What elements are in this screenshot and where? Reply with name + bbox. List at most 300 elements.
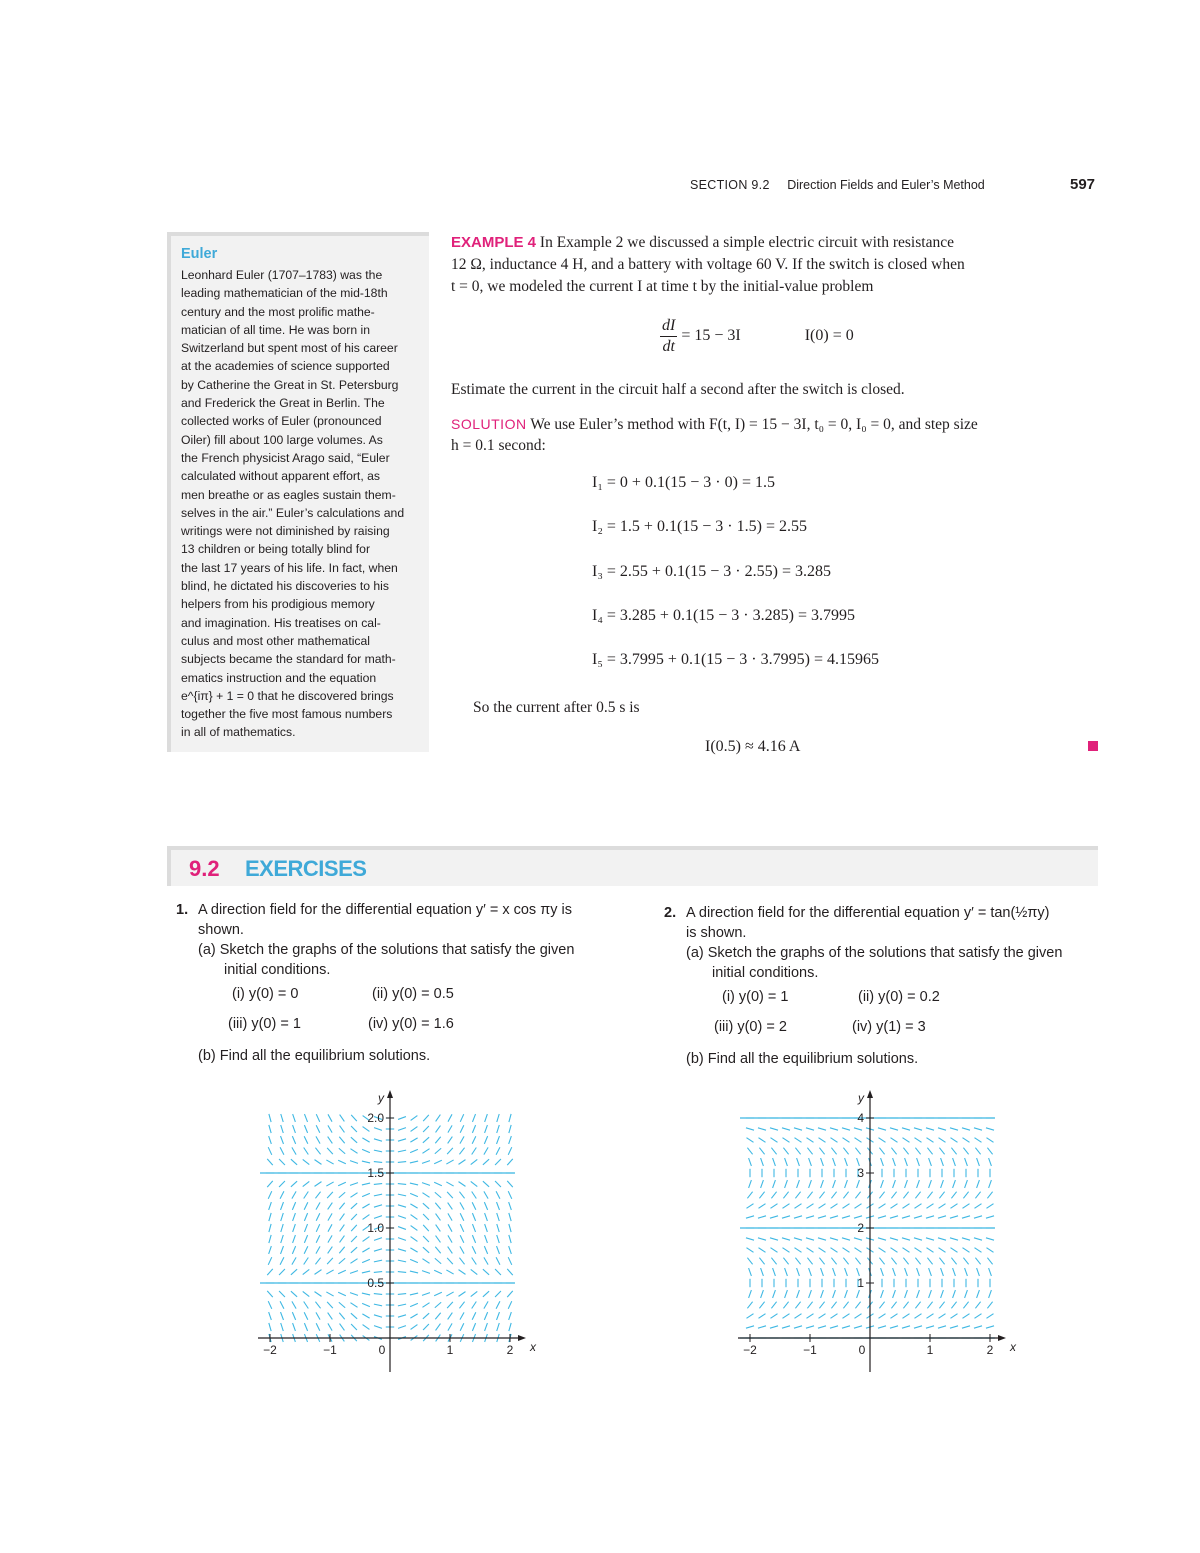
slope-mark [423,1137,429,1143]
slope-mark [843,1148,848,1155]
slope-mark [903,1148,908,1155]
slope-mark [965,1158,968,1166]
exercise-2-line-1: A direction field for the differential equation y′ = tan(½πy) [686,905,1050,921]
slope-mark [975,1302,980,1309]
slope-mark [279,1181,285,1187]
slope-mark [472,1147,477,1154]
slope-mark [749,1268,752,1276]
slope-mark [269,1224,271,1232]
slope-mark [338,1182,346,1185]
slope-mark [939,1192,944,1199]
slope-mark [472,1136,476,1144]
slope-mark [327,1192,333,1198]
so-current-text: So the current after 0.5 s is [473,699,640,716]
slope-mark [448,1213,452,1220]
slope-mark [410,1149,418,1152]
y-tick-label: 2 [857,1221,864,1235]
slope-mark [821,1158,824,1166]
slope-mark [831,1138,838,1143]
slope-mark [328,1203,333,1210]
slope-mark [891,1314,898,1319]
slope-mark [268,1257,272,1265]
slope-mark [770,1216,778,1218]
slope-mark [293,1235,296,1243]
slope-mark [362,1204,369,1208]
section-title: Direction Fields and Euler’s Method [787,178,985,192]
slope-mark [410,1248,417,1252]
slope-mark [281,1224,283,1232]
slope-mark [819,1148,824,1155]
slope-mark [987,1192,992,1199]
slope-mark [328,1137,333,1144]
slope-mark [761,1158,764,1166]
slope-mark [304,1323,307,1331]
slope-mark [939,1302,944,1309]
slope-mark [304,1246,308,1254]
slope-mark [879,1204,886,1209]
slope-mark [761,1268,764,1276]
slope-mark [496,1147,500,1154]
slope-mark [485,1114,488,1122]
slope-mark [496,1257,500,1264]
slope-mark [903,1204,910,1209]
slope-mark [797,1290,800,1298]
exercise-2-cond-i: (i) y(0) = 1 [722,989,789,1005]
slope-mark [773,1268,776,1276]
slope-mark [879,1258,884,1265]
slope-mark [509,1246,512,1254]
slope-mark [818,1238,826,1240]
slope-mark [304,1147,309,1154]
slope-mark [293,1125,296,1133]
slope-mark [459,1258,464,1265]
sidebar-line: in all of mathematics. [181,725,296,740]
slope-mark [915,1248,922,1253]
slope-mark [881,1290,884,1298]
example-line-3: t = 0, we modeled the current I at time t by the initial-value problem [451,278,874,295]
slope-mark [460,1246,464,1253]
slope-mark [831,1248,838,1253]
slope-mark [423,1126,429,1132]
slope-mark [926,1238,934,1240]
exercise-2-part-a-2: initial conditions. [712,965,819,981]
slope-mark [327,1148,333,1154]
slope-mark [818,1216,826,1218]
slope-mark [351,1313,357,1319]
slope-mark [795,1314,802,1319]
slope-mark [785,1158,788,1166]
slope-mark [363,1325,370,1330]
x-axis-arrow [518,1335,526,1341]
slope-mark [893,1158,896,1166]
slope-mark [939,1148,944,1155]
slope-mark [374,1216,382,1219]
slope-mark [497,1114,499,1122]
slope-mark [879,1248,886,1253]
slope-mark [819,1258,824,1265]
slope-mark [351,1203,357,1209]
slope-mark [759,1192,764,1199]
slope-mark [927,1192,932,1199]
slope-mark [374,1326,382,1329]
slope-mark [398,1117,406,1120]
slope-mark [795,1248,802,1253]
slope-mark [975,1248,982,1253]
slope-mark [460,1323,464,1331]
slope-mark [927,1258,932,1265]
slope-mark [915,1204,922,1209]
slope-mark [422,1303,429,1308]
slope-mark [771,1258,776,1265]
slope-mark [749,1158,752,1166]
result-equation: I(0.5) ≈ 4.16 A [705,738,801,755]
slope-mark [878,1128,886,1130]
slope-mark [857,1268,860,1276]
slope-mark [495,1291,501,1297]
sidebar-line: Leonhard Euler (1707–1783) was the [181,268,383,282]
slope-mark [989,1180,992,1188]
slope-mark [795,1258,800,1265]
slope-mark [950,1128,958,1130]
slope-mark [905,1158,908,1166]
exercise-1-cond-iv: (iv) y(0) = 1.6 [368,1016,454,1032]
slope-mark [459,1182,466,1187]
slope-mark [783,1302,788,1309]
slope-mark [435,1137,440,1143]
slope-mark [269,1246,272,1254]
slope-mark [374,1194,382,1196]
slope-mark [508,1147,512,1155]
slope-mark [436,1115,441,1122]
slope-mark [794,1216,802,1218]
section-label: SECTION 9.2 [690,178,770,192]
slope-mark [761,1180,764,1188]
slope-mark [292,1136,295,1144]
slope-mark [929,1268,932,1276]
slope-mark [448,1313,453,1320]
slope-mark [939,1204,946,1209]
sidebar-line: subjects became the standard for math- [181,652,396,667]
slope-mark [987,1204,994,1209]
slope-mark [435,1302,441,1307]
slope-mark [362,1303,370,1306]
slope-mark [941,1180,944,1188]
slope-mark [927,1302,932,1309]
slope-mark [831,1192,836,1199]
slope-mark [783,1248,790,1253]
x-tick-label: −2 [743,1343,757,1357]
slope-mark [915,1258,920,1265]
slope-mark [914,1326,922,1328]
ode-rhs: = 15 − 3I [681,327,741,345]
slope-mark [374,1294,382,1295]
slope-mark [758,1128,766,1130]
slope-mark [759,1138,766,1143]
slope-mark [795,1148,800,1155]
slope-mark [917,1290,920,1298]
slope-mark [483,1291,489,1297]
slope-mark [807,1204,814,1209]
slope-mark [891,1248,898,1253]
ode-equation [660,316,854,357]
slope-mark [448,1224,452,1231]
x-axis-label: x [1010,1340,1016,1354]
slope-mark [759,1148,764,1155]
slope-mark [747,1302,752,1309]
exercise-2-number: 2. [664,905,677,921]
example-label: EXAMPLE 4 [451,234,537,251]
slope-mark [327,1258,333,1264]
sidebar-body [181,266,431,742]
slope-mark [460,1224,463,1232]
slope-mark [975,1258,980,1265]
running-header [690,178,985,192]
slope-mark [507,1291,513,1297]
slope-mark [927,1248,934,1253]
slope-mark [472,1235,475,1243]
sidebar-line: at the academies of science supported [181,359,390,374]
exercise-2-cond-ii: (ii) y(0) = 0.2 [858,989,940,1005]
slope-mark [879,1302,884,1309]
slope-mark [459,1192,464,1199]
slope-mark [747,1258,752,1265]
slope-mark [950,1238,958,1240]
slope-mark [292,1147,296,1154]
sidebar-line: men breathe or as eagles sustain them- [181,487,396,502]
x-axis-label: x [530,1340,536,1354]
estimate-text: Estimate the current in the circuit half a second after the switch is closed. [451,381,905,398]
slope-mark [747,1314,754,1319]
slope-mark [435,1148,441,1153]
slope-mark [771,1138,778,1143]
slope-mark [316,1312,320,1319]
slope-mark [293,1323,296,1331]
y-axis-label: y [378,1091,384,1105]
slope-mark [902,1128,910,1130]
slope-mark [293,1224,296,1232]
slope-mark [962,1216,970,1218]
slope-mark [350,1161,358,1164]
slope-mark [974,1238,982,1240]
slope-mark [746,1326,754,1328]
slope-mark [460,1213,464,1221]
slope-mark [495,1181,501,1187]
slope-mark [422,1183,430,1186]
exercise-1-number: 1. [176,902,189,918]
slope-mark [292,1246,295,1254]
slope-mark [938,1238,946,1240]
slope-mark [339,1203,344,1209]
slope-mark [351,1225,357,1231]
slope-mark [423,1247,429,1253]
exercise-1-line-1: A direction field for the differential equation y′ = x cos πy is [198,902,572,918]
slope-mark [902,1326,910,1328]
slope-mark [783,1138,790,1143]
slope-mark [460,1202,464,1209]
slope-mark [953,1158,956,1166]
y-tick-label: 0.5 [367,1276,384,1290]
slope-mark [460,1312,464,1319]
slope-mark [761,1290,764,1298]
slope-mark [843,1314,850,1319]
slope-mark [362,1161,370,1163]
slope-mark [281,1136,284,1144]
slope-mark [497,1136,500,1144]
slope-mark [351,1214,357,1220]
slope-mark [830,1326,838,1328]
slope-mark [855,1204,862,1209]
slope-mark [977,1268,980,1276]
slope-mark [509,1136,512,1144]
slope-mark [878,1326,886,1328]
slope-mark [410,1314,417,1318]
slope-mark [328,1313,333,1320]
slope-mark [497,1224,499,1232]
slope-mark [987,1258,992,1265]
slope-mark [447,1192,453,1198]
slope-mark [975,1314,982,1319]
slope-mark [903,1138,910,1143]
slope-mark [749,1180,752,1188]
slope-mark [304,1301,309,1308]
slope-mark [460,1235,464,1243]
solution-line-2: h = 0.1 second: [451,437,546,454]
slope-mark [292,1301,296,1308]
slope-mark [927,1148,932,1155]
slope-mark [410,1161,418,1163]
slope-mark [759,1248,766,1253]
slope-mark [795,1302,800,1309]
slope-mark [362,1293,370,1295]
slope-mark [374,1260,382,1262]
slope-mark [807,1248,814,1253]
slope-mark [986,1128,994,1130]
slope-mark [975,1204,982,1209]
slope-mark [927,1138,934,1143]
slope-mark [951,1204,958,1209]
slope-mark [497,1125,500,1133]
slope-mark [759,1314,766,1319]
slope-mark [484,1246,487,1254]
slope-mark [953,1180,956,1188]
slope-mark [951,1148,956,1155]
slope-mark [315,1182,322,1187]
slope-mark [495,1269,501,1275]
slope-mark [484,1136,487,1144]
slope-mark [435,1247,440,1253]
exercises-number: 9.2 [189,856,220,881]
slope-mark [316,1213,320,1221]
slope-mark [854,1238,862,1240]
slope-mark [459,1270,466,1275]
slope-mark [496,1191,500,1198]
slope-mark [915,1192,920,1199]
slope-mark [435,1192,441,1197]
slope-mark [315,1192,320,1199]
slope-mark [304,1125,307,1133]
slope-mark [484,1147,488,1154]
slope-mark [291,1159,297,1165]
slope-mark [267,1269,273,1275]
x-tick-label: 2 [506,1343,514,1357]
slope-mark [436,1126,441,1133]
slope-mark [398,1227,406,1230]
slope-mark [436,1214,441,1221]
end-of-example-mark [1088,741,1098,751]
slope-mark [471,1291,478,1296]
sidebar-line: 13 children or being totally blind for [181,542,371,557]
slope-mark [929,1158,932,1166]
slope-mark [770,1128,778,1130]
slope-mark [280,1257,284,1264]
exercise-1-cond-ii: (ii) y(0) = 0.5 [372,986,454,1002]
slope-mark [434,1182,442,1185]
slope-mark [363,1215,370,1220]
slope-mark [484,1257,488,1264]
slope-mark [339,1148,345,1153]
slope-mark [879,1148,884,1155]
slope-mark [783,1314,790,1319]
slope-mark [281,1323,284,1331]
slope-mark [783,1148,788,1155]
solution-line-1 [451,413,978,436]
slope-mark [855,1192,860,1199]
slope-mark [339,1313,344,1319]
x-tick-label: −1 [323,1343,337,1357]
slope-mark [953,1268,956,1276]
slope-mark [459,1302,464,1309]
slope-mark [915,1138,922,1143]
slope-mark [881,1180,884,1188]
slope-mark [363,1127,370,1132]
sidebar-line: writings were not diminished by raising [181,524,390,539]
slope-mark [891,1148,896,1155]
slope-mark [326,1292,333,1296]
sidebar-line: Oiler) fill about 100 large volumes. As [181,432,383,447]
slope-mark [269,1235,271,1243]
slope-mark [890,1326,898,1328]
ode-fraction [660,316,677,357]
slope-mark [374,1272,382,1273]
slope-mark [891,1192,896,1199]
exercise-2-part-b: (b) Find all the equilibrium solutions. [686,1051,919,1067]
slope-mark [833,1158,836,1166]
slope-mark [398,1315,406,1317]
slope-mark [819,1314,826,1319]
slope-mark [890,1216,898,1218]
slope-mark [509,1224,511,1232]
slope-mark [374,1150,382,1152]
slope-mark [485,1224,488,1232]
slope-mark [903,1192,908,1199]
slope-mark [362,1193,370,1196]
slope-mark [460,1136,464,1143]
slope-mark [447,1302,453,1308]
slope-mark [350,1271,358,1274]
slope-mark [893,1290,896,1298]
slope-mark [951,1302,956,1309]
slope-mark [508,1257,512,1265]
slope-mark [315,1160,322,1165]
example-line-1 [451,232,954,254]
exercise-2-line-2: is shown. [686,925,747,941]
slope-mark [509,1202,512,1210]
y-axis-arrow [867,1090,873,1098]
slope-mark [951,1248,958,1253]
slope-mark [269,1136,272,1144]
euler-sidebar [167,232,429,752]
slope-mark [269,1125,271,1133]
